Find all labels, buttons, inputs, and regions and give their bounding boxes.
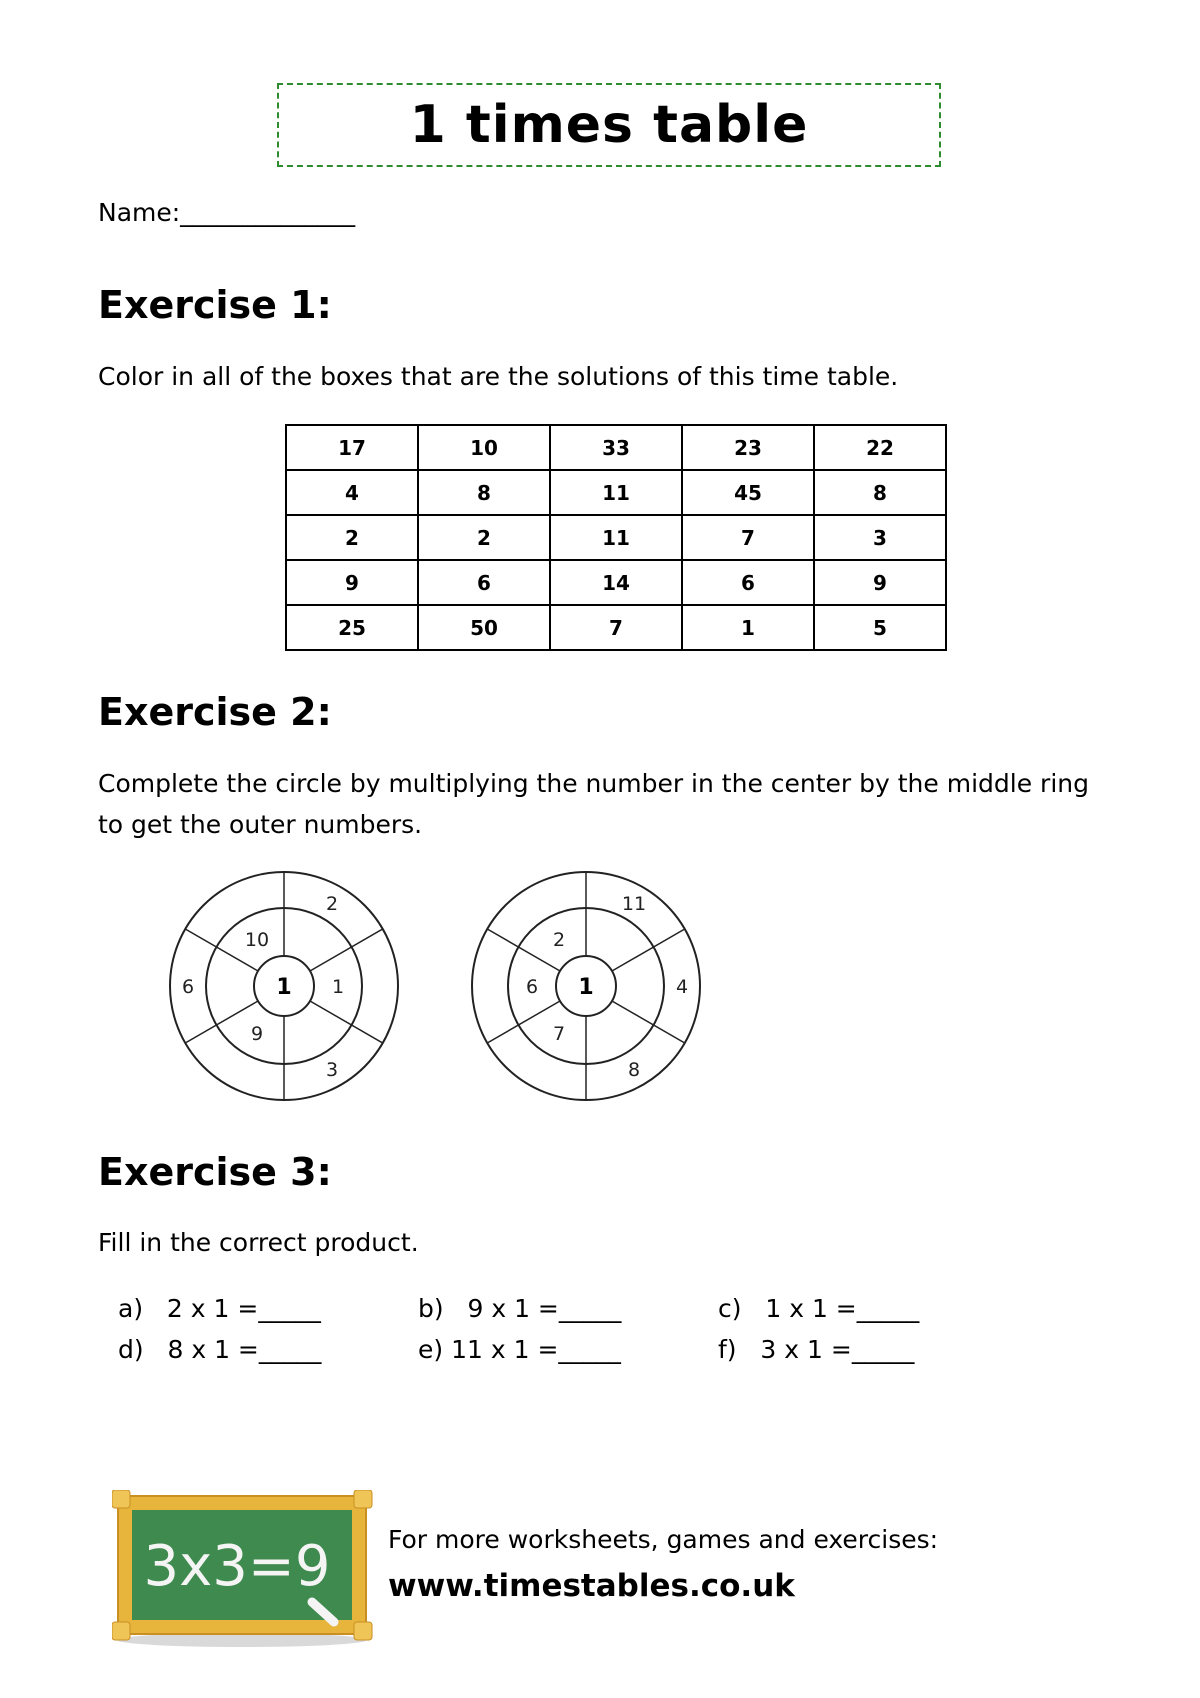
exercise-3-heading: Exercise 3: <box>98 1150 332 1194</box>
grid-cell[interactable]: 1 <box>682 605 814 650</box>
segment-divider <box>487 929 560 971</box>
exercise-2-instruction-line1: Complete the circle by multiplying the number in the center by the middle ring <box>98 769 1089 798</box>
grid-cell[interactable]: 22 <box>814 425 946 470</box>
title-box <box>277 83 941 167</box>
answer-blank[interactable]: _____ <box>851 1335 915 1364</box>
grid-cell[interactable]: 4 <box>286 470 418 515</box>
grid-cell[interactable]: 11 <box>550 515 682 560</box>
answer-blank[interactable]: _____ <box>558 1335 621 1364</box>
middle-ring-number[interactable]: 2 <box>552 929 566 952</box>
grid-row <box>286 425 946 470</box>
grid-row <box>286 605 946 650</box>
grid-cell[interactable]: 7 <box>550 605 682 650</box>
outer-ring-number[interactable]: 11 <box>621 892 647 915</box>
middle-ring-number[interactable]: 1 <box>331 976 345 998</box>
grid-cell[interactable]: 3 <box>814 515 946 560</box>
grid-row <box>286 515 946 560</box>
outer-ring-number[interactable]: 8 <box>627 1059 641 1082</box>
grid-cell[interactable]: 6 <box>418 560 550 605</box>
grid-cell[interactable]: 10 <box>418 425 550 470</box>
grid-row <box>286 560 946 605</box>
grid-cell[interactable]: 17 <box>286 425 418 470</box>
problem-c: c) 1 x 1 =_____ <box>718 1294 920 1323</box>
grid-cell[interactable]: 9 <box>286 560 418 605</box>
outer-ring-number[interactable]: 4 <box>675 976 689 998</box>
number-grid <box>285 424 947 651</box>
middle-ring-number[interactable]: 10 <box>244 929 270 952</box>
outer-ring-number[interactable]: 2 <box>325 892 339 915</box>
exercise-3-instruction: Fill in the correct product. <box>98 1228 419 1257</box>
chalkboard-logo <box>112 1490 392 1650</box>
grid-cell[interactable]: 8 <box>418 470 550 515</box>
grid-row <box>286 470 946 515</box>
grid-cell[interactable]: 2 <box>418 515 550 560</box>
grid-cell[interactable]: 33 <box>550 425 682 470</box>
segment-divider <box>310 1001 383 1043</box>
problem-e: e) 11 x 1 =_____ <box>418 1335 621 1364</box>
multiplication-circle-2 <box>468 868 704 1104</box>
problem-row <box>118 1288 1018 1329</box>
exercise-1-heading: Exercise 1: <box>98 283 332 327</box>
multiplication-circle-1 <box>166 868 402 1104</box>
exercise-3-problems <box>118 1288 1018 1370</box>
middle-ring-number[interactable]: 9 <box>250 1022 264 1045</box>
grid-cell[interactable]: 8 <box>814 470 946 515</box>
answer-blank[interactable]: _____ <box>258 1294 321 1323</box>
problem-a: a) 2 x 1 =_____ <box>118 1294 321 1323</box>
grid-cell[interactable]: 25 <box>286 605 418 650</box>
center-number: 1 <box>578 975 594 1000</box>
grid-cell[interactable]: 50 <box>418 605 550 650</box>
answer-blank[interactable]: _____ <box>856 1294 920 1323</box>
page-title: 1 times table <box>409 95 809 155</box>
grid-cell[interactable]: 23 <box>682 425 814 470</box>
problem-b: b) 9 x 1 =_____ <box>418 1294 622 1323</box>
footer-text: For more worksheets, games and exercises: <box>388 1525 939 1554</box>
problem-d: d) 8 x 1 =_____ <box>118 1335 322 1364</box>
grid-cell[interactable]: 6 <box>682 560 814 605</box>
exercise-2-instruction-line2: to get the outer numbers. <box>98 810 423 839</box>
grid-cell[interactable]: 11 <box>550 470 682 515</box>
exercise-2-heading: Exercise 2: <box>98 690 332 734</box>
problem-row <box>118 1329 1018 1370</box>
grid-cell[interactable]: 5 <box>814 605 946 650</box>
answer-blank[interactable]: _____ <box>558 1294 622 1323</box>
board-text: 3x3=9 <box>143 1534 331 1599</box>
grid-cell[interactable]: 14 <box>550 560 682 605</box>
name-field-label: Name:______________ <box>98 198 356 227</box>
middle-ring-number[interactable]: 6 <box>525 976 539 998</box>
middle-ring-number[interactable]: 7 <box>552 1022 566 1045</box>
grid-cell[interactable]: 2 <box>286 515 418 560</box>
problem-f: f) 3 x 1 =_____ <box>718 1335 915 1364</box>
exercise-1-instruction: Color in all of the boxes that are the solutions of this time table. <box>98 362 899 391</box>
segment-divider <box>612 929 685 971</box>
segment-divider <box>185 1001 258 1043</box>
footer-url[interactable]: www.timestables.co.uk <box>388 1568 795 1604</box>
grid-cell[interactable]: 45 <box>682 470 814 515</box>
grid-cell[interactable]: 7 <box>682 515 814 560</box>
center-number: 1 <box>276 975 292 1000</box>
segment-divider <box>487 1001 560 1043</box>
segment-divider <box>310 929 383 971</box>
outer-ring-number[interactable]: 6 <box>181 976 195 998</box>
segment-divider <box>612 1001 685 1043</box>
outer-ring-number[interactable]: 3 <box>325 1059 339 1082</box>
grid-cell[interactable]: 9 <box>814 560 946 605</box>
answer-blank[interactable]: _____ <box>258 1335 322 1364</box>
